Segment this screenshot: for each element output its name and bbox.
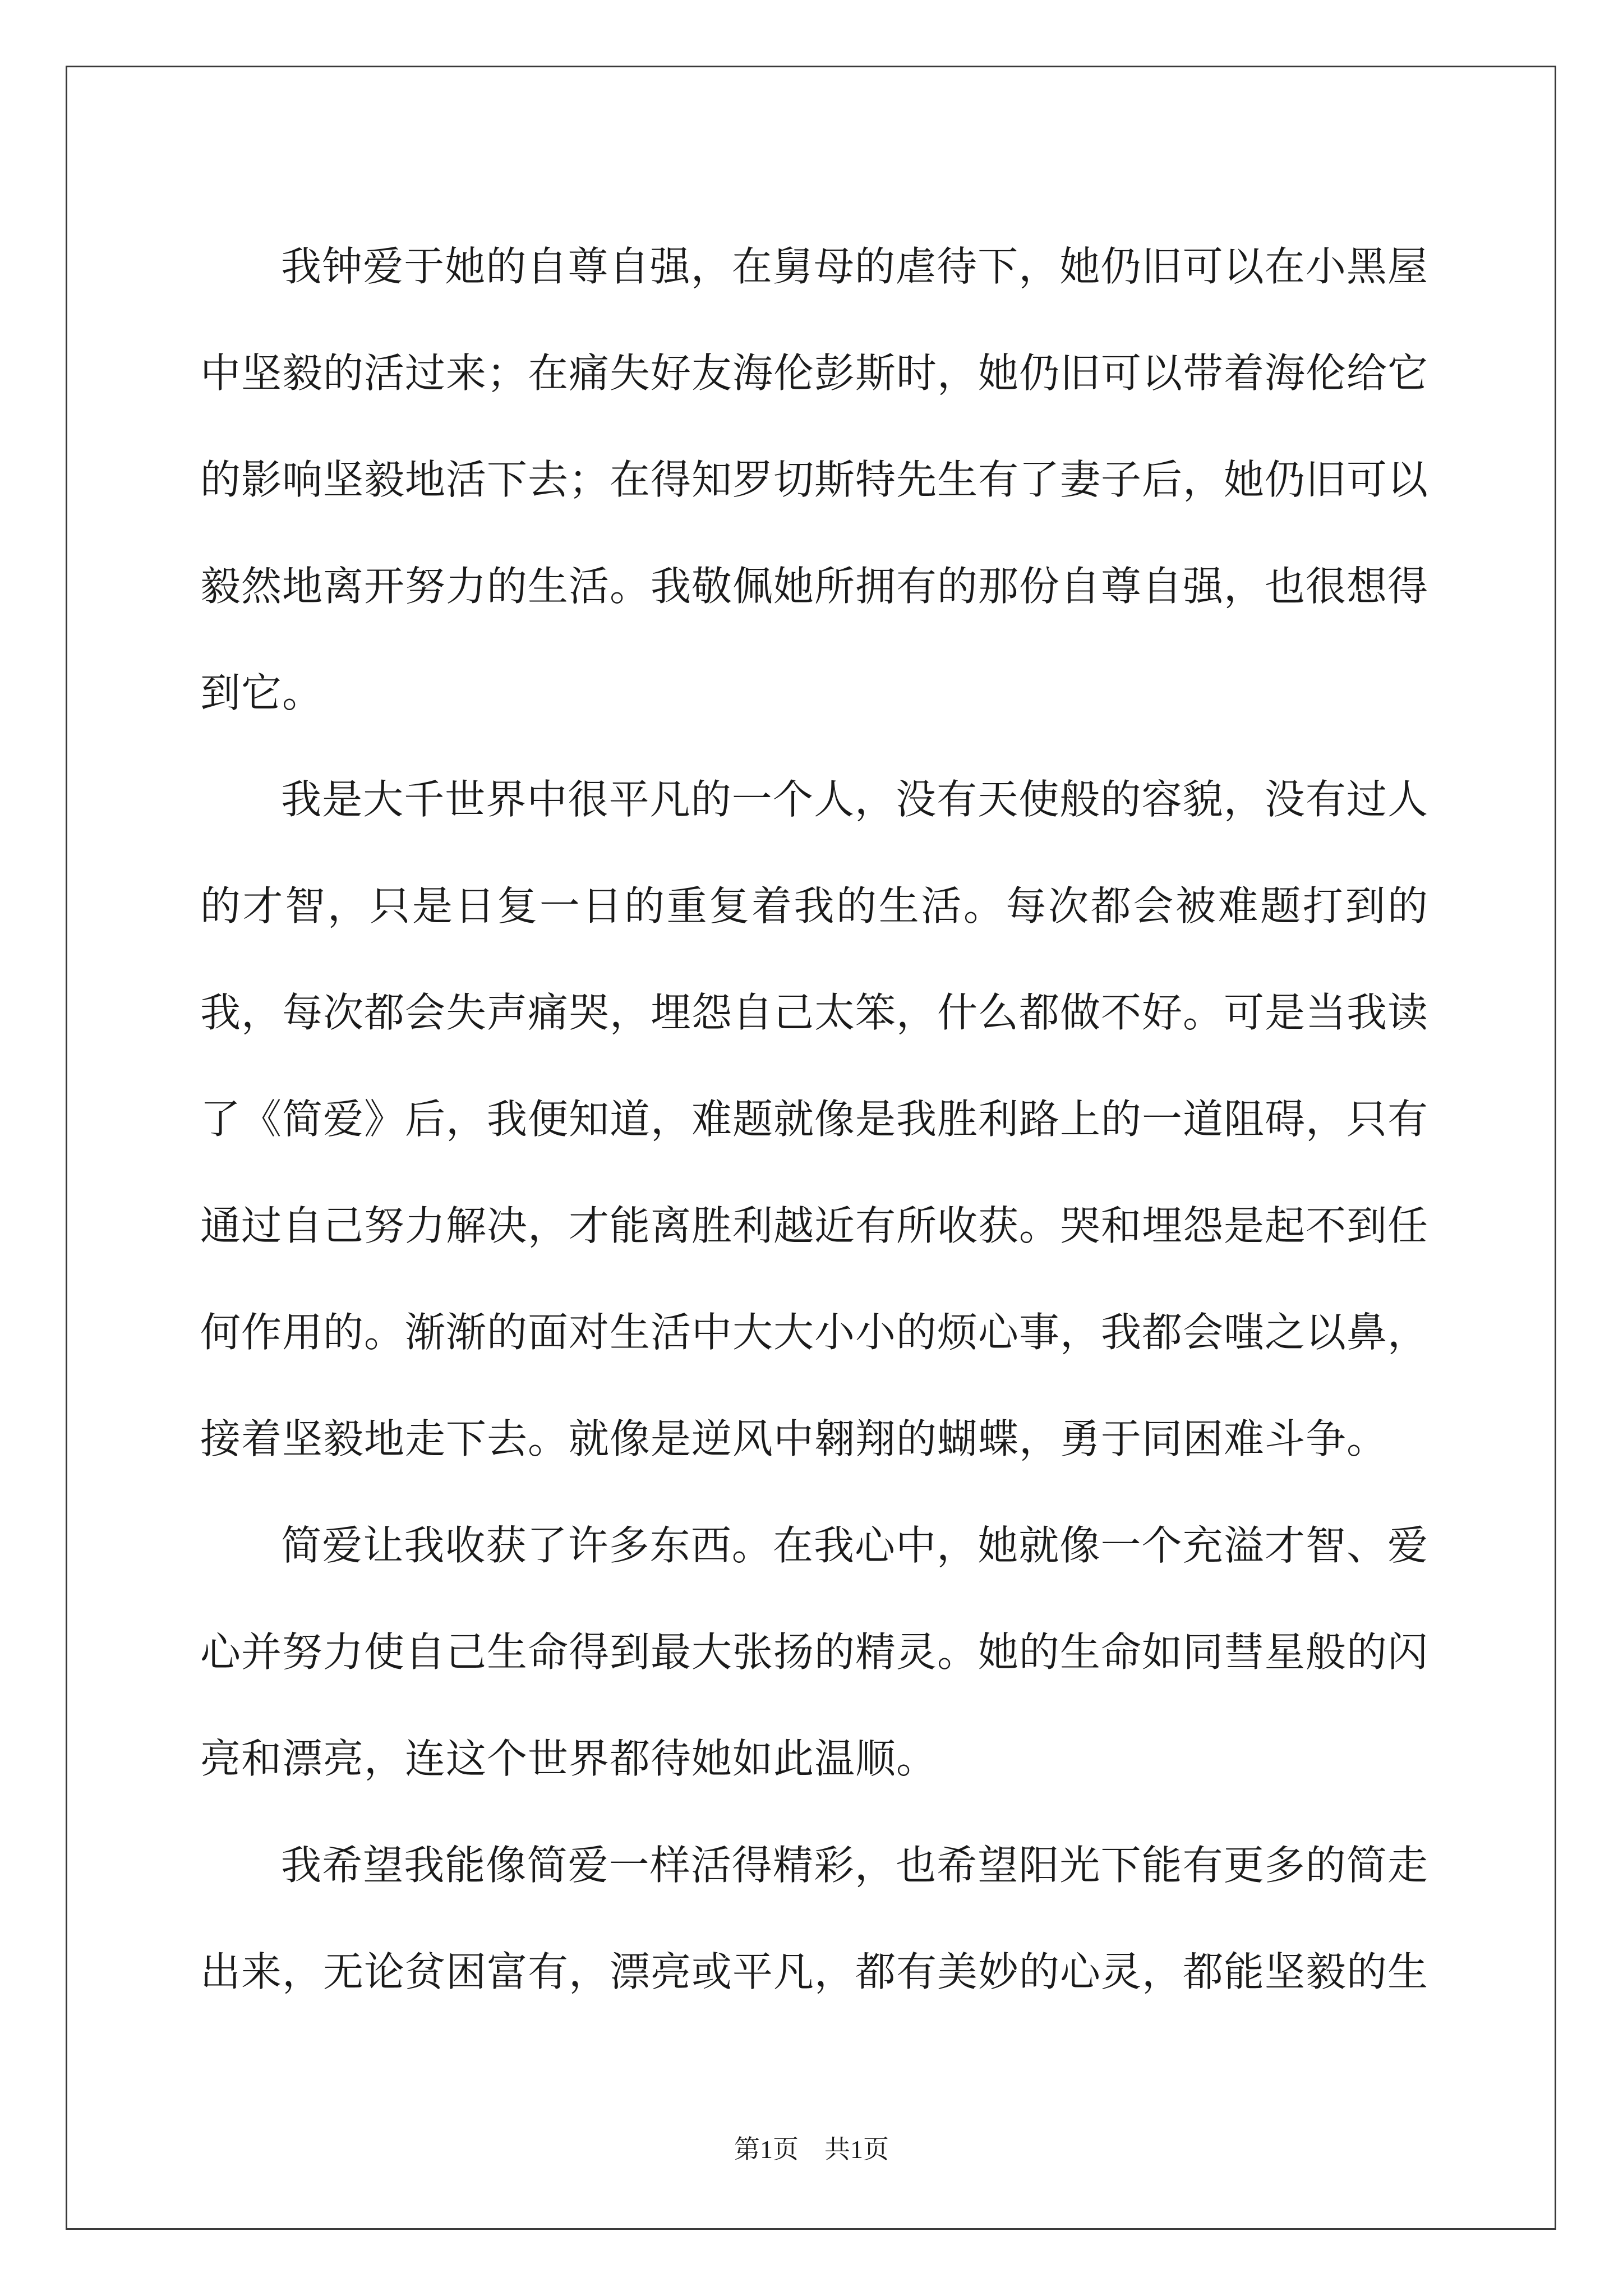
paragraph-3: 简爱让我收获了许多东西。在我心中，她就像一个充溢才智、爱心并努力使自己生命得到最大张扬的精灵。她的生命如同彗星般的闪亮和漂亮，连这个世界都待她如此温顺。 [200, 1522, 1429, 1782]
paragraph-4: 我希望我能像简爱一样活得精彩，也希望阳光下能有更多的简走出来，无论贫困富有，漂亮或平凡，都有美妙的心灵，都能坚毅的生 [200, 1842, 1429, 1995]
paragraph-2: 我是大千世界中很平凡的一个人，没有天使般的容貌，没有过人的才智，只是日复一日的重复着我的生活。每次都会被难题打到的我，每次都会失声痛哭，埋怨自己太笨，什么都做不好。可是当我读了《简爱》后，我便知道，难题就像是我胜利路上的一道阻碍，只有通过自己努力解决，才能离胜利越近有所收获。哭和埋怨是起不到任何作用的。渐渐的面对生活中大大小小的烦心事，我都会嗤之以鼻，接着坚毅地走下去。就像是逆风中翱翔的蝴蝶，勇于同困难斗争。 [200, 776, 1429, 1462]
page-footer [0, 2129, 1623, 2166]
paragraph-1: 我钟爱于她的自尊自强，在舅母的虐待下，她仍旧可以在小黑屋中坚毅的活过来；在痛失好友海伦彭斯时，她仍旧可以带着海伦给它的影响坚毅地活下去；在得知罗切斯特先生有了妻子后，她仍旧可以毅然地离开努力的生活。我敬佩她所拥有的那份自尊自强，也很想得到它。 [200, 243, 1429, 716]
page-number: 第1页 [734, 2135, 799, 2164]
document-body [200, 213, 1428, 2025]
page-total: 共1页 [824, 2135, 889, 2164]
